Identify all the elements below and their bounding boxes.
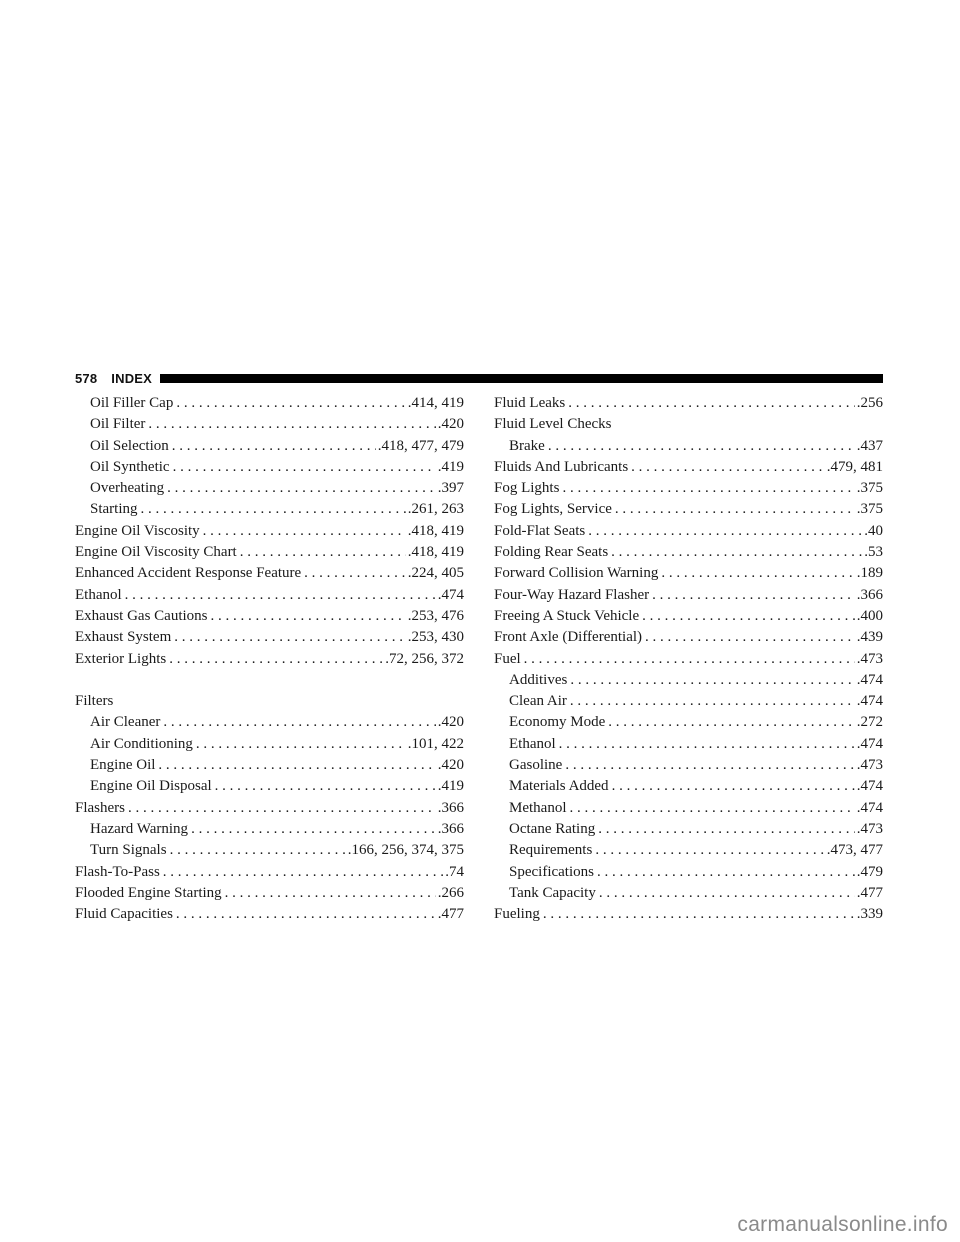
entry-pages: .253, 476 (407, 607, 464, 624)
dot-leader (631, 457, 825, 478)
index-subentry (75, 414, 464, 435)
index-heading: Filters (75, 693, 114, 710)
entry-label: Fluid Leaks (494, 395, 566, 411)
entry-pages: .189 (856, 565, 883, 582)
entry-pages: .439 (856, 629, 883, 646)
dot-leader (543, 904, 855, 925)
entry-pages: .474 (856, 799, 883, 816)
entry-pages: .366 (437, 820, 464, 837)
index-subentry (494, 862, 883, 883)
dot-leader (611, 542, 862, 563)
index-entry (494, 393, 883, 414)
index-entry (494, 542, 883, 563)
dot-leader (141, 499, 406, 520)
entry-pages: .366 (437, 799, 464, 816)
entry-pages: .418, 477, 479 (377, 437, 464, 454)
entry-label: Additives (509, 671, 568, 688)
index-entry (494, 563, 883, 584)
dot-leader (158, 755, 435, 776)
dot-leader (608, 712, 855, 733)
entry-label: Ethanol (75, 586, 122, 603)
dot-leader (167, 478, 436, 499)
entry-pages: .477 (856, 884, 883, 901)
entry-pages: .420 (437, 714, 464, 731)
dot-leader (148, 414, 435, 435)
entry-pages: .272 (856, 714, 883, 731)
dot-leader (559, 734, 855, 755)
dot-leader (595, 840, 824, 861)
entry-pages: .40 (864, 522, 883, 539)
entry-label: Four-Way Hazard Flasher (494, 586, 650, 603)
entry-pages: .420 (437, 416, 464, 433)
entry-label: Oil Selection (90, 437, 169, 454)
entry-label: Tank Capacity (509, 884, 596, 901)
dot-leader (599, 883, 855, 904)
dot-leader (615, 499, 855, 520)
index-entry (75, 521, 464, 542)
entry-label: Exterior Lights (75, 650, 167, 667)
entry-label: Front Axle (Differential) (494, 629, 643, 646)
index-entry (75, 883, 464, 904)
entry-label: Air Cleaner (90, 714, 161, 731)
entry-pages: .339 (856, 906, 883, 923)
index-entry (494, 627, 883, 648)
index-subentry (494, 883, 883, 904)
index-subentry (494, 436, 883, 457)
entry-label: Requirements (509, 842, 593, 859)
entry-label: Gasoline (509, 757, 563, 774)
entry-pages: .224, 405 (407, 565, 464, 582)
index-entry (494, 478, 883, 499)
dot-leader (524, 649, 855, 670)
entry-label: Freeing A Stuck Vehicle (494, 607, 640, 624)
entry-label: Starting (90, 501, 138, 518)
entry-pages: .53 (864, 544, 883, 561)
index-subentry (75, 478, 464, 499)
index-subentry (75, 712, 464, 733)
index-subentry (494, 819, 883, 840)
dot-leader (240, 542, 406, 563)
index-subentry (75, 776, 464, 797)
dot-leader (570, 670, 854, 691)
index-subentry (75, 499, 464, 520)
dot-leader (125, 585, 436, 606)
index-subentry (75, 457, 464, 478)
index-entry (75, 627, 464, 648)
entry-pages: .477 (437, 906, 464, 923)
entry-label: Exhaust Gas Cautions (75, 607, 208, 624)
dot-leader (170, 840, 346, 861)
dot-leader (225, 883, 436, 904)
entry-pages: .414, 419 (407, 395, 464, 411)
index-column-left (75, 393, 464, 925)
dot-leader (652, 585, 855, 606)
index-entry (75, 649, 464, 670)
dot-leader (562, 478, 854, 499)
entry-label: Flashers (75, 799, 125, 816)
dot-leader (570, 691, 855, 712)
index-entry (494, 499, 883, 520)
index-entry (494, 606, 883, 627)
dot-leader (565, 755, 854, 776)
entry-label: Air Conditioning (90, 735, 193, 752)
entry-pages: .479 (856, 863, 883, 880)
dot-leader (169, 649, 383, 670)
entry-pages: .253, 430 (407, 629, 464, 646)
dot-leader (174, 627, 406, 648)
entry-pages: .473 (856, 650, 883, 667)
entry-pages: .266 (437, 884, 464, 901)
dot-leader (211, 606, 406, 627)
dot-leader (191, 819, 436, 840)
dot-leader (172, 436, 376, 457)
dot-leader (642, 606, 855, 627)
entry-label: Fluids And Lubricants (494, 458, 629, 475)
index-entry (494, 585, 883, 606)
entry-label: Fold-Flat Seats (494, 522, 586, 539)
entry-label: Engine Oil Disposal (90, 778, 212, 795)
dot-leader (163, 862, 443, 883)
entry-label: Brake (509, 437, 545, 454)
entry-label: Fluid Capacities (75, 906, 173, 923)
index-subentry (494, 776, 883, 797)
index-entry (75, 542, 464, 563)
entry-label: Engine Oil (90, 757, 156, 774)
entry-label: Economy Mode (509, 714, 606, 731)
dot-leader (661, 563, 854, 584)
dot-leader (597, 862, 855, 883)
entry-pages: .474 (437, 586, 464, 603)
entry-label: Turn Signals (90, 842, 167, 859)
dot-leader (215, 776, 436, 797)
dot-leader (173, 457, 436, 478)
dot-leader (304, 563, 406, 584)
entry-label: Methanol (509, 799, 567, 816)
entry-pages: .166, 256, 374, 375 (347, 842, 464, 859)
entry-label: Flash-To-Pass (75, 863, 160, 880)
index-entry (75, 606, 464, 627)
watermark: carmanualsonline.info (737, 1213, 948, 1236)
dot-leader (548, 436, 855, 457)
index-subentry (75, 819, 464, 840)
entry-label: Oil Filler Cap (90, 395, 174, 411)
entry-pages: .418, 419 (407, 544, 464, 561)
entry-label: Hazard Warning (90, 820, 189, 837)
index-entry (75, 563, 464, 584)
index-entry (75, 862, 464, 883)
entry-label: Overheating (90, 480, 165, 497)
index-subentry (75, 393, 464, 414)
index-entry (75, 798, 464, 819)
entry-label: Materials Added (509, 778, 609, 795)
entry-pages: .72, 256, 372 (385, 650, 464, 667)
entry-pages: .74 (445, 863, 464, 880)
index-subentry (494, 691, 883, 712)
entry-pages: .400 (856, 607, 883, 624)
entry-pages: .473 (856, 757, 883, 774)
entry-pages: .437 (856, 437, 883, 454)
entry-label: Exhaust System (75, 629, 172, 646)
entry-label: Folding Rear Seats (494, 544, 609, 561)
index-subentry (494, 712, 883, 733)
entry-pages: .479, 481 (826, 458, 883, 475)
entry-pages: .474 (856, 693, 883, 710)
section-title: INDEX (111, 370, 153, 386)
entry-label: Oil Synthetic (90, 458, 170, 475)
page-number: 578 (75, 370, 98, 386)
entry-pages: .397 (437, 480, 464, 497)
index-subentry (75, 734, 464, 755)
dot-leader (176, 904, 436, 925)
header-rule (160, 374, 883, 383)
entry-pages: .474 (856, 735, 883, 752)
index-entry (494, 904, 883, 925)
index-subentry (494, 755, 883, 776)
entry-label: Octane Rating (509, 820, 596, 837)
entry-label: Engine Oil Viscosity (75, 522, 200, 539)
entry-label: Oil Filter (90, 416, 146, 433)
entry-pages: .420 (437, 757, 464, 774)
entry-label: Fog Lights, Service (494, 501, 612, 518)
index-entry (494, 457, 883, 478)
dot-leader (588, 521, 862, 542)
index-subentry (75, 436, 464, 457)
entry-pages: .375 (856, 501, 883, 518)
page-header (75, 369, 883, 387)
entry-pages: .474 (856, 671, 883, 688)
index-spacer (75, 670, 464, 691)
entry-label: Fog Lights (494, 480, 560, 497)
index-subentry (494, 734, 883, 755)
dot-leader (203, 521, 406, 542)
entry-pages: .474 (856, 778, 883, 795)
entry-pages: .261, 263 (407, 501, 464, 518)
dot-leader (568, 393, 855, 414)
dot-leader (645, 627, 855, 648)
entry-pages: .419 (437, 458, 464, 475)
index-entry (494, 649, 883, 670)
dot-leader (128, 798, 436, 819)
entry-label: Enhanced Accident Response Feature (75, 565, 302, 582)
entry-label: Specifications (509, 863, 594, 880)
index-subentry (494, 840, 883, 861)
entry-pages: .419 (437, 778, 464, 795)
entry-label: Ethanol (509, 735, 556, 752)
index-column-right (494, 393, 883, 925)
index-subentry (494, 670, 883, 691)
index-subentry (75, 840, 464, 861)
entry-label: Clean Air (509, 693, 567, 710)
index-entry (75, 585, 464, 606)
dot-leader (570, 798, 855, 819)
index-subentry (75, 755, 464, 776)
dot-leader (176, 393, 405, 414)
entry-label: Fuel (494, 650, 521, 667)
entry-pages: .375 (856, 480, 883, 497)
dot-leader (196, 734, 406, 755)
index-subentry (494, 798, 883, 819)
index-entry (494, 521, 883, 542)
entry-label: Flooded Engine Starting (75, 884, 222, 901)
entry-pages: .256 (856, 395, 883, 411)
entry-label: Engine Oil Viscosity Chart (75, 544, 237, 561)
index-entry (75, 904, 464, 925)
entry-pages: .418, 419 (407, 522, 464, 539)
dot-leader (612, 776, 855, 797)
entry-pages: .366 (856, 586, 883, 603)
entry-label: Forward Collision Warning (494, 565, 659, 582)
dot-leader (163, 712, 435, 733)
entry-pages: .473, 477 (826, 842, 883, 859)
entry-pages: .473 (856, 820, 883, 837)
index-heading: Fluid Level Checks (494, 416, 612, 433)
entry-label: Fueling (494, 906, 540, 923)
dot-leader (598, 819, 855, 840)
entry-pages: .101, 422 (407, 735, 464, 752)
